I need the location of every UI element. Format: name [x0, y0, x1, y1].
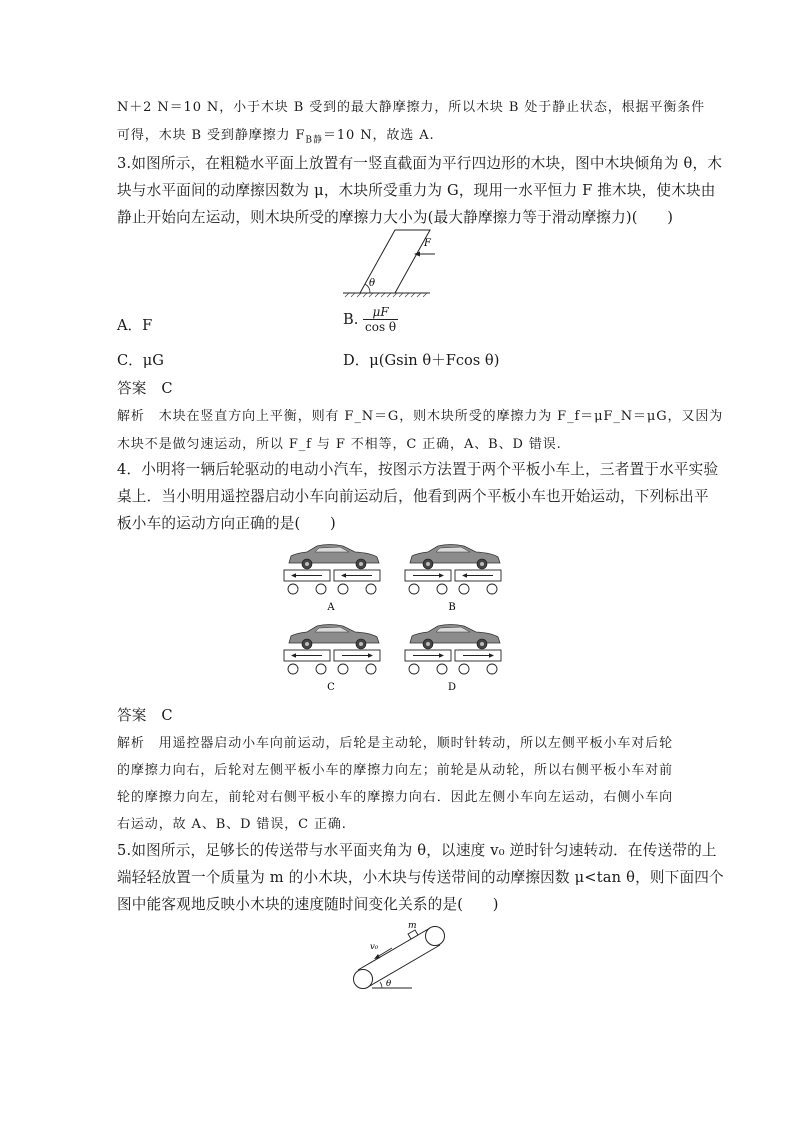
q3-option-c: C．μG: [117, 352, 164, 369]
q3-stem-line-1: 3.如图所示，在粗糙水平面上放置有一竖直截面为平行四边形的木块，图中木块倾角为 θ，木: [117, 155, 723, 172]
q4-stem-line-2: 桌上．当小明用遥控器启动小车向前运动后，他看到两个平板小车也开始运动，下列标出平: [117, 488, 709, 505]
q4-stem-line-1: 4．小明将一辆后轮驱动的电动小汽车，按图示方法置于两个平板小车上，三者置于水平实验: [117, 461, 719, 478]
q4-answer: 答案 C: [117, 707, 173, 724]
q4-solution-line-4: 右运动，故 A、B、D 错误，C 正确.: [117, 817, 347, 832]
q4-panel-d: [405, 625, 501, 675]
top-solution-subscript: B静: [305, 135, 323, 146]
q3-option-b-fraction: [363, 305, 398, 334]
q4-label-b: B: [448, 602, 456, 613]
q3-option-b-prefix: B.: [343, 311, 359, 328]
q5-mass-label: m: [408, 921, 417, 931]
q4-panel-a: [284, 545, 380, 595]
top-solution-line-2-end: ＝10 N，故选 A.: [322, 128, 435, 143]
q4-carts-figure: [280, 540, 506, 696]
q4-stem-line-3: 板小车的运动方向正确的是( ): [117, 515, 336, 532]
q4-label-d: D: [447, 682, 457, 693]
q5-stem-line-1: 5.如图所示，足够长的传送带与水平面夹角为 θ，以速度 v₀ 逆时针匀速转动．在传送带的上: [117, 842, 717, 859]
q3-option-b-numerator: μF: [363, 305, 398, 320]
q3-angle-label: θ: [369, 278, 376, 289]
q5-angle-arc: [380, 982, 382, 988]
q4-solution-line-3: 轮的摩擦力向左，前轮对右侧平板小车的摩擦力向右．因此左侧小车向左运动，右侧小车向: [117, 790, 674, 805]
q5-conveyor-belt: [354, 927, 445, 989]
q3-answer: 答案 C: [117, 380, 173, 397]
q3-solution-line-2: 木块不是做匀速运动，所以 F_f 与 F 不相等，C 正确，A、B、D 错误.: [117, 437, 562, 452]
q3-option-b-denominator: cos θ: [365, 320, 397, 334]
q3-solution-line-1: 解析 木块在竖直方向上平衡，则有 F_N＝G，则木块所受的摩擦力为 F_f＝μF_N＝μG，又因为: [117, 409, 724, 424]
q5-stem-line-2: 端轻轻放置一个质量为 m 的小木块，小木块与传送带间的动摩擦因数 μ<tan θ，则下面四个: [117, 869, 724, 886]
q3-ground: [343, 293, 430, 297]
q4-label-a: A: [327, 602, 335, 613]
q4-panel-c: [284, 625, 380, 675]
top-solution-line-2-text: 可得，木块 B 受到静摩擦力 F: [117, 128, 306, 143]
q4-solution-line-2: 的摩擦力向右，后轮对左侧平板小车的摩擦力向左；前轮是从动轮，所以右侧平板小车对前: [117, 763, 674, 778]
q3-force-label: F: [424, 238, 431, 249]
q3-stem-line-3: 静止开始向左运动，则木块所受的摩擦力大小为(最大静摩擦力等于滑动摩擦力)( ): [117, 209, 674, 226]
q4-panel-b: [405, 545, 501, 595]
q5-conveyor-figure: [350, 918, 446, 998]
q3-parallelogram-figure: [338, 226, 438, 298]
q3-option-b: [343, 305, 398, 334]
q5-stem-line-3: 图中能客观地反映小木块的速度随时间变化关系的是( ): [117, 896, 499, 913]
q3-stem-line-2: 块与水平面间的动摩擦因数为 μ，木块所受重力为 G，现用一水平恒力 F 推木块，使木块由: [117, 182, 716, 199]
q3-option-d: D．μ(Gsin θ＋Fcos θ): [343, 352, 500, 369]
q5-velocity-label: v₀: [370, 942, 379, 952]
top-solution-line-1: N＋2 N＝10 N，小于木块 B 受到的最大静摩擦力，所以木块 B 处于静止状态，根据平衡条件: [117, 100, 706, 115]
q4-label-c: C: [327, 682, 335, 693]
top-solution-line-2: [117, 124, 435, 146]
q5-angle-label: θ: [386, 979, 392, 989]
q4-solution-line-1: 解析 用遥控器启动小车向前运动，后轮是主动轮，顺时针转动，所以左侧平板小车对后轮: [117, 736, 674, 751]
q3-option-a: A．F: [117, 317, 153, 334]
q5-block: [408, 930, 418, 939]
